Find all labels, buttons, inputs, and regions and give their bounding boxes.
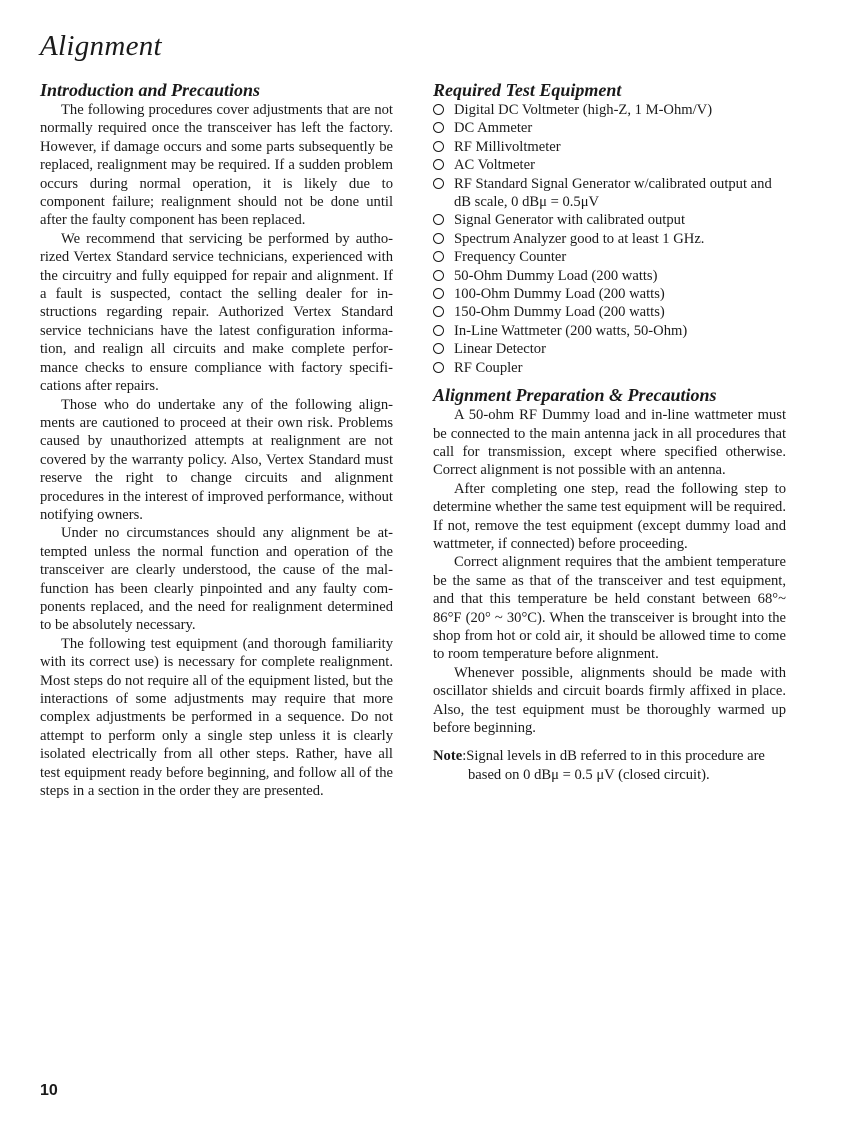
equipment-item [433, 101, 786, 119]
circle-bullet-icon [433, 122, 444, 133]
equipment-item [433, 230, 786, 248]
equipment-item-label: Spectrum Analyzer good to at least 1 GHz. [454, 230, 705, 247]
circle-bullet-icon [433, 270, 444, 281]
equipment-item [433, 175, 786, 212]
prep-heading: Alignment Preparation & Precautions [433, 385, 717, 406]
equipment-item [433, 340, 786, 358]
circle-bullet-icon [433, 104, 444, 115]
prep-paragraph: Correct alignment requires that the ambient temperature be the same as that of the transceiver and test equipment, and that this temperature be held constant between 68°~ 86°F (20° ~ 30°C). When the transceiver is brought into the shop from hot or cold air, it should be allowed time to come to room temperature before alignment. [433, 554, 786, 663]
intro-heading: Introduction and Precautions [40, 80, 261, 100]
circle-bullet-icon [433, 288, 444, 299]
equipment-item [433, 211, 786, 229]
prep-paragraph: After completing one step, read the following step to determine whether the same test equipment will be required. If not, remove the test equipment (except dummy load and wattmeter, if connected) before proceeding. [433, 480, 786, 552]
left-column [40, 80, 393, 800]
note-label: Note [433, 748, 463, 765]
equipment-item-label: 150-Ohm Dummy Load (200 watts) [454, 304, 665, 321]
circle-bullet-icon [433, 214, 444, 225]
equipment-list [433, 101, 786, 377]
circle-bullet-icon [433, 306, 444, 317]
equipment-item [433, 156, 786, 174]
equipment-item-label: 50-Ohm Dummy Load (200 watts) [454, 267, 658, 284]
circle-bullet-icon [433, 343, 444, 354]
equipment-item-label: Frequency Counter [454, 249, 567, 266]
equipment-item [433, 359, 786, 377]
prep-paragraph: Whenever possible, alignments should be made with oscillator shields and circuit boards firmly affixed in place. Also, the test equipment must be thoroughly warmed up before beginning. [433, 664, 786, 736]
circle-bullet-icon [433, 362, 444, 373]
equipment-item-label: RF Coupler [454, 359, 523, 376]
equipment-item [433, 303, 786, 321]
equipment-item [433, 138, 786, 156]
equipment-item [433, 285, 786, 303]
right-column [433, 80, 786, 784]
circle-bullet-icon [433, 233, 444, 244]
page-number: 10 [40, 1082, 58, 1099]
equipment-heading: Required Test Equipment [433, 80, 622, 100]
intro-paragraph: Those who do undertake any of the following alignments are cautioned to proceed at their own risk. Problems caused by unauthorized attempts at realignment are not covered by the warranty policy. Also, Vertex Standard must reserve the right to change circuits and alignment procedures in the interest of improved performance, without notifying owners. [40, 396, 393, 523]
circle-bullet-icon [433, 251, 444, 262]
equipment-item-label: Digital DC Voltmeter (high-Z, 1 M-Ohm/V) [454, 102, 713, 118]
note [433, 747, 786, 784]
equipment-item-label: Linear Detector [454, 341, 546, 358]
equipment-item-label: Signal Generator with calibrated output [454, 212, 685, 229]
circle-bullet-icon [433, 325, 444, 336]
intro-paragraph: We recommend that servicing be performed by authorized Vertex Standard service technicians, experienced with the circuitry and fully equipped for repair and alignment. If a fault is suspected, contact the selling dealer for instructions regarding repair. Authorized Vertex Standard service technicians have the latest configuration information, and realign all circuits and make complete performance checks to ensure compliance with factory specifications after repairs. [40, 230, 393, 395]
equipment-item-label: RF Millivoltmeter [454, 138, 561, 155]
equipment-item [433, 119, 786, 137]
note-text: :Signal levels in dB referred to in this procedure are based on 0 dBμ = 0.5 μV (closed circuit). [462, 748, 765, 783]
circle-bullet-icon [433, 178, 444, 189]
equipment-item-label: RF Standard Signal Generator w/calibrated output and dB scale, 0 dBμ = 0.5μV [454, 175, 772, 211]
page-title: Alignment [40, 30, 162, 62]
equipment-item-label: 100-Ohm Dummy Load (200 watts) [454, 286, 665, 303]
equipment-item-label: In-Line Wattmeter (200 watts, 50-Ohm) [454, 322, 688, 339]
equipment-item [433, 322, 786, 340]
intro-paragraph: The following procedures cover adjustments that are not normally required once the transceiver has left the factory. However, if damage occurs and some parts subsequently be replaced, realignment may be required. If a sudden problem occurs during normal operation, it is likely due to component failure; realignment should not be done until after the faulty component has been replaced. [40, 102, 393, 229]
circle-bullet-icon [433, 159, 444, 170]
intro-paragraph: The following test equipment (and thorough familiarity with its correct use) is necessary for complete realignment. Most steps do not require all of the equipment listed, but the interactions of some adjustments may require that more complex adjustments be performed in a sequence. Do not attempt to perform only a single step unless it is clearly isolated electrically from all other steps. Rather, have all test equipment ready before beginning, and follow all of the steps in a section in the order they are presented. [40, 635, 393, 800]
circle-bullet-icon [433, 141, 444, 152]
equipment-item-label: DC Ammeter [454, 120, 533, 137]
equipment-item-label: AC Voltmeter [454, 157, 535, 174]
intro-paragraph: Under no circumstances should any alignment be attempted unless the normal function and operation of the transceiver are clearly understood, the cause of the malfunction has been clearly pinpointed and any faulty components replaced, and the need for realignment determined to be absolutely necessary. [40, 525, 393, 634]
equipment-item [433, 248, 786, 266]
equipment-item [433, 267, 786, 285]
prep-paragraph: A 50-ohm RF Dummy load and in-line wattmeter must be connected to the main antenna jack in all procedures that call for transmission, except where specified otherwise. Correct alignment is not possible with an antenna. [433, 407, 786, 479]
